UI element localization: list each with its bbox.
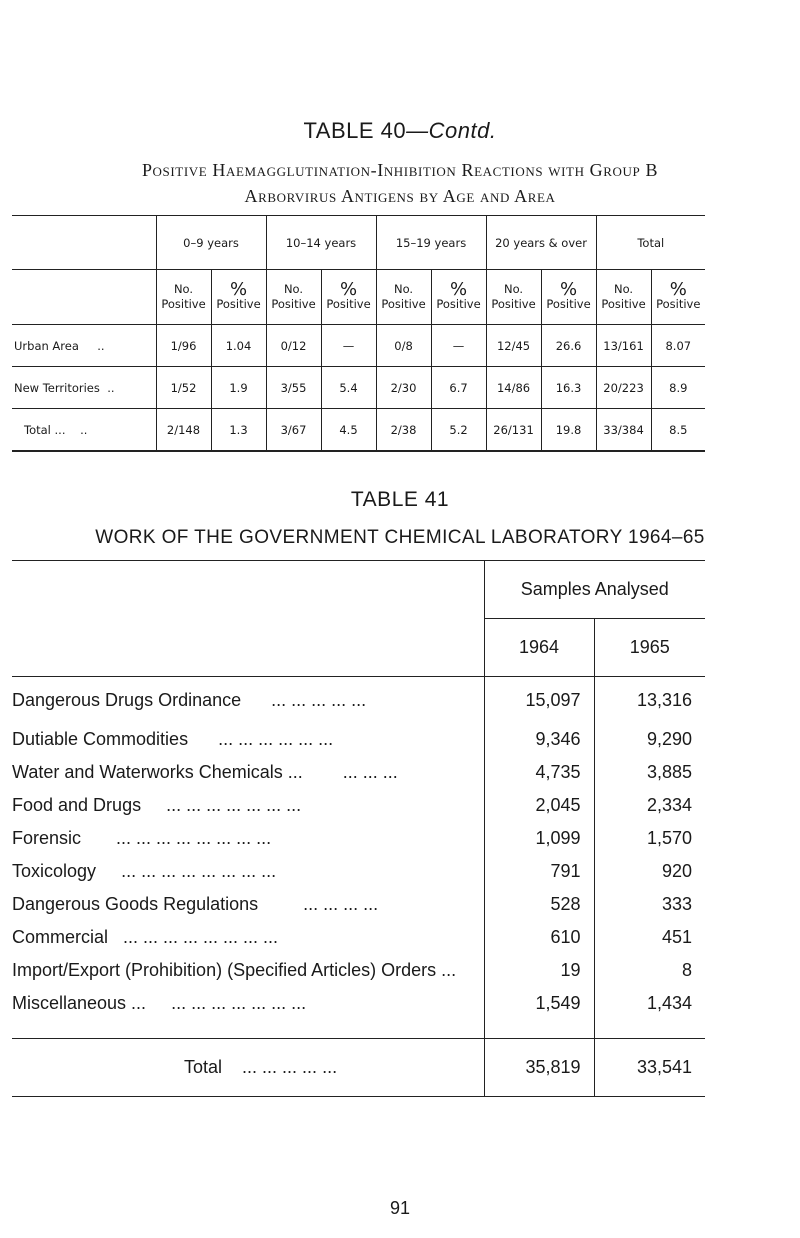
value-1964: 4,735: [484, 756, 594, 789]
value-1965: 8: [594, 954, 705, 987]
table-row: [12, 921, 705, 954]
sub-header-pct: % Positive: [541, 270, 596, 325]
table-row: [12, 855, 705, 888]
table-cell: 0/12: [266, 325, 321, 367]
group-header: 15–19 years: [376, 216, 486, 270]
total-1964: 35,819: [484, 1039, 594, 1097]
value-1964: 1,549: [484, 987, 594, 1020]
table-cell: 4.5: [321, 409, 376, 452]
row-label: Toxicology ... ... ... ... ... ... ... ...: [12, 861, 277, 881]
value-1964: 528: [484, 888, 594, 921]
value-1964: 1,099: [484, 822, 594, 855]
row-label: Miscellaneous ... ... ... ... ... ... ... ...: [12, 993, 307, 1013]
table-40-subtitle-line1: Positive Haemagglutination-Inhibition Reactions with Group B: [141, 160, 659, 180]
table-41-corner: [12, 561, 484, 619]
table-cell: 26.6: [541, 325, 596, 367]
group-header: Total: [596, 216, 705, 270]
table-row-total: [12, 1039, 705, 1097]
table-cell: 5.4: [321, 367, 376, 409]
table-40-title: [0, 118, 800, 144]
group-header: 0–9 years: [156, 216, 266, 270]
value-1965: 333: [594, 888, 705, 921]
value-1965: 2,334: [594, 789, 705, 822]
value-1964: 9,346: [484, 723, 594, 756]
table-cell: 1.9: [211, 367, 266, 409]
table-row: [12, 756, 705, 789]
table-cell: 14/86: [486, 367, 541, 409]
table-41-header-row: [12, 561, 705, 619]
table-cell: 8.07: [651, 325, 705, 367]
table-cell: 2/38: [376, 409, 431, 452]
value-1965: 1,434: [594, 987, 705, 1020]
table-cell: 2/148: [156, 409, 211, 452]
value-1965: 3,885: [594, 756, 705, 789]
table-row: [12, 954, 705, 987]
table-cell: 8.5: [651, 409, 705, 452]
table-41-year-row: [12, 619, 705, 677]
sub-header-no: No. Positive: [156, 270, 211, 325]
table-41-subtitle: WORK OF THE GOVERNMENT CHEMICAL LABORATORY 1964–65: [95, 527, 705, 548]
table-cell: 13/161: [596, 325, 651, 367]
table-cell: 3/55: [266, 367, 321, 409]
row-label: Forensic ... ... ... ... ... ... ... ...: [12, 828, 272, 848]
row-label: Dutiable Commodities ... ... ... ... ... ...: [12, 729, 334, 749]
table-row: [12, 789, 705, 822]
value-1964: 610: [484, 921, 594, 954]
sub-header-no: No. Positive: [266, 270, 321, 325]
value-1965: 9,290: [594, 723, 705, 756]
group-header: 20 years & over: [486, 216, 596, 270]
table-40-corner: [12, 216, 156, 270]
row-label: Import/Export (Prohibition) (Specified Articles) Orders ...: [12, 960, 457, 980]
table-cell: 8.9: [651, 367, 705, 409]
value-1965: 13,316: [594, 677, 705, 723]
table-cell: 16.3: [541, 367, 596, 409]
sub-header-pct: % Positive: [211, 270, 266, 325]
row-label: Food and Drugs ... ... ... ... ... ... ...: [12, 795, 302, 815]
table-row: [12, 723, 705, 756]
table-cell: —: [431, 325, 486, 367]
row-label: Total ... ... ... ... ...: [12, 1039, 484, 1097]
value-1964: 15,097: [484, 677, 594, 723]
table-40-title-contd: —Contd.: [406, 118, 497, 143]
row-label: Urban Area ..: [12, 325, 156, 367]
table-40-subtitle-line2: Arborvirus Antigens by Age and Area: [244, 186, 556, 206]
value-1965: 451: [594, 921, 705, 954]
table-cell: 1/96: [156, 325, 211, 367]
sub-header-pct: % Positive: [431, 270, 486, 325]
value-1964: 2,045: [484, 789, 594, 822]
table-cell: 1/52: [156, 367, 211, 409]
row-label: Water and Waterworks Chemicals ... ... ... ...: [12, 762, 398, 782]
value-1964: 19: [484, 954, 594, 987]
samples-analysed-header: Samples Analysed: [484, 561, 705, 619]
table-row: [12, 987, 705, 1020]
row-label: Commercial ... ... ... ... ... ... ... ...: [12, 927, 279, 947]
row-label: New Territories ..: [12, 367, 156, 409]
table-cell: 33/384: [596, 409, 651, 452]
table-row-total: [12, 409, 705, 452]
table-cell: —: [321, 325, 376, 367]
table-40-sub-header-row: [12, 270, 705, 325]
sub-header-no: No. Positive: [486, 270, 541, 325]
total-1965: 33,541: [594, 1039, 705, 1097]
table-41-corner: [12, 619, 484, 677]
table-cell: 26/131: [486, 409, 541, 452]
table-41-title: TABLE 41: [350, 488, 450, 511]
spacer-row: [12, 1020, 705, 1039]
year-header-1964: 1964: [484, 619, 594, 677]
table-40: [12, 215, 705, 452]
table-41: [12, 560, 705, 1097]
table-cell: 20/223: [596, 367, 651, 409]
table-40-corner: [12, 270, 156, 325]
sub-header-pct: % Positive: [651, 270, 705, 325]
table-cell: 12/45: [486, 325, 541, 367]
sub-header-no: No. Positive: [376, 270, 431, 325]
table-row: [12, 677, 705, 723]
table-row: [12, 822, 705, 855]
table-cell: 19.8: [541, 409, 596, 452]
value-1964: 791: [484, 855, 594, 888]
page-number: 91: [389, 1198, 411, 1218]
table-cell: 3/67: [266, 409, 321, 452]
table-cell: 6.7: [431, 367, 486, 409]
table-40-group-header-row: [12, 216, 705, 270]
table-cell: 5.2: [431, 409, 486, 452]
table-row: [12, 367, 705, 409]
table-row: [12, 888, 705, 921]
value-1965: 920: [594, 855, 705, 888]
row-label: Total ... ..: [12, 409, 156, 452]
sub-header-no: No. Positive: [596, 270, 651, 325]
table-cell: 0/8: [376, 325, 431, 367]
row-label: Dangerous Drugs Ordinance ... ... ... ... ...: [12, 689, 367, 710]
value-1965: 1,570: [594, 822, 705, 855]
group-header: 10–14 years: [266, 216, 376, 270]
table-40-title-main: TABLE 40: [303, 118, 407, 143]
year-header-1965: 1965: [594, 619, 705, 677]
sub-header-pct: % Positive: [321, 270, 376, 325]
table-cell: 1.3: [211, 409, 266, 452]
row-label: Dangerous Goods Regulations ... ... ... ...: [12, 894, 379, 914]
table-cell: 2/30: [376, 367, 431, 409]
table-cell: 1.04: [211, 325, 266, 367]
table-row: [12, 325, 705, 367]
